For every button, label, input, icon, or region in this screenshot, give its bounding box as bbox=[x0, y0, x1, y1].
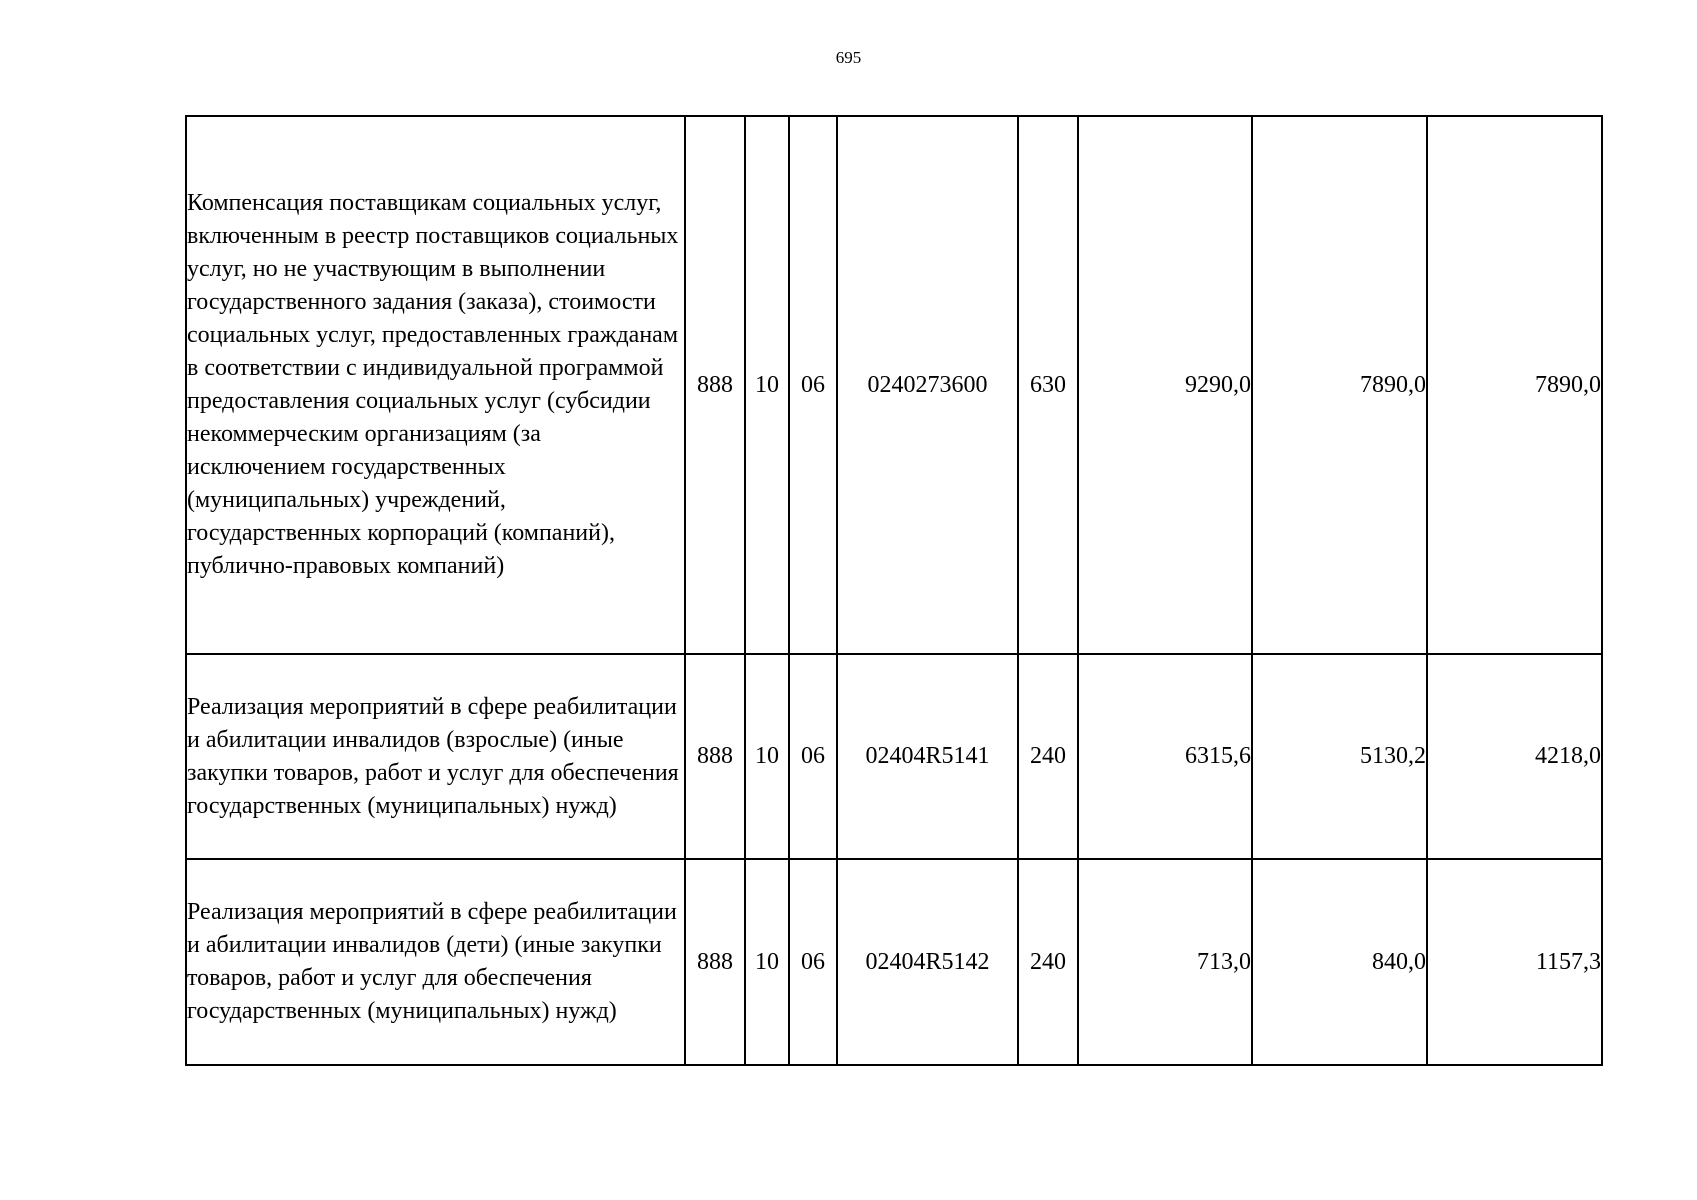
description-cell: Реализация мероприятий в сфере реабилитации и абилитации инвалидов (взрослые) (иные закупки товаров, работ и услуг для обеспечения государственных (муниципальных) нужд) bbox=[186, 654, 685, 859]
target-article-cell: 02404R5141 bbox=[837, 654, 1018, 859]
section-cell: 10 bbox=[745, 116, 789, 654]
table-row bbox=[186, 116, 1602, 654]
amount-1-cell: 6315,6 bbox=[1078, 654, 1252, 859]
description-cell: Реализация мероприятий в сфере реабилитации и абилитации инвалидов (дети) (иные закупки товаров, работ и услуг для обеспечения государственных (муниципальных) нужд) bbox=[186, 859, 685, 1065]
target-article-cell: 0240273600 bbox=[837, 116, 1018, 654]
subsection-cell: 06 bbox=[789, 116, 837, 654]
amount-3-cell: 1157,3 bbox=[1427, 859, 1602, 1065]
section-cell: 10 bbox=[745, 654, 789, 859]
target-article-cell: 02404R5142 bbox=[837, 859, 1018, 1065]
amount-1-cell: 9290,0 bbox=[1078, 116, 1252, 654]
expense-type-cell: 240 bbox=[1018, 654, 1078, 859]
ministry-code-cell: 888 bbox=[685, 654, 745, 859]
subsection-cell: 06 bbox=[789, 654, 837, 859]
amount-2-cell: 5130,2 bbox=[1252, 654, 1427, 859]
amount-3-cell: 7890,0 bbox=[1427, 116, 1602, 654]
expense-type-cell: 240 bbox=[1018, 859, 1078, 1065]
expense-type-cell: 630 bbox=[1018, 116, 1078, 654]
page-number: 695 bbox=[835, 48, 862, 67]
section-cell: 10 bbox=[745, 859, 789, 1065]
amount-3-cell: 4218,0 bbox=[1427, 654, 1602, 859]
subsection-cell: 06 bbox=[789, 859, 837, 1065]
amount-2-cell: 7890,0 bbox=[1252, 116, 1427, 654]
description-cell: Компенсация поставщикам социальных услуг, включенным в реестр поставщиков социальных услуг, но не участвующим в выполнении государственного задания (заказа), стоимости социальных услуг, предоставленных гражданам в соответствии с индивидуальной программой предоставления социальных услуг (субсидии некоммерческим организациям (за исключением государственных (муниципальных) учреждений, государственных корпораций (компаний), публично-правовых компаний) bbox=[186, 116, 685, 654]
amount-2-cell: 840,0 bbox=[1252, 859, 1427, 1065]
ministry-code-cell: 888 bbox=[685, 116, 745, 654]
budget-table bbox=[185, 115, 1603, 1066]
amount-1-cell: 713,0 bbox=[1078, 859, 1252, 1065]
table-row bbox=[186, 654, 1602, 859]
table-row bbox=[186, 859, 1602, 1065]
ministry-code-cell: 888 bbox=[685, 859, 745, 1065]
